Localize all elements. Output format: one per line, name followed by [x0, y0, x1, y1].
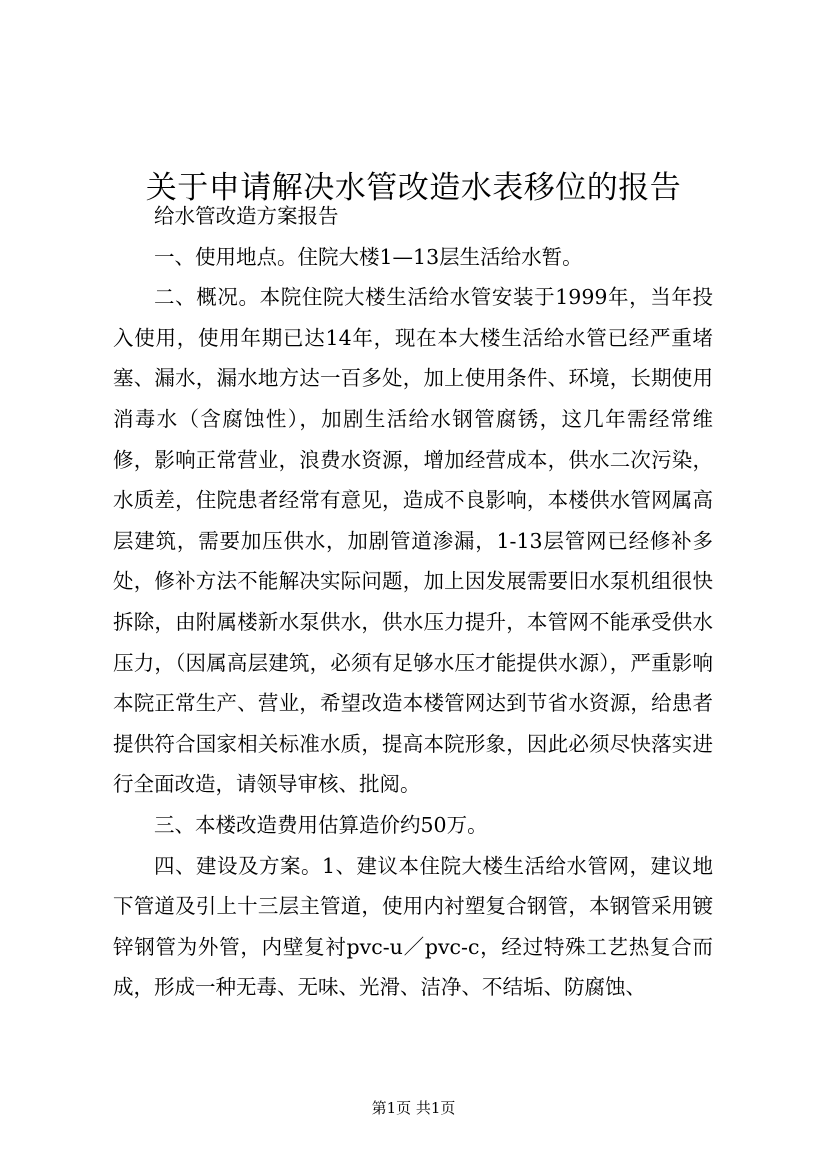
paragraph-overview: 二、概况。本院住院大楼生活给水管安装于1999年，当年投入使用，使用年期已达14年，现在本大楼生活给水管已经严重堵塞、漏水，漏水地方达一百多处，加上使用条件、环境，长期使用消毒水（含腐蚀性），加剧生活给水钢管腐锈，这几年需经常维修，影响正常营业，浪费水资源，增加经营成本，供水二次污染，水质差，住院患者经常有意见，造成不良影响，本楼供水管网属高层建筑，需要加压供水，加剧管道渗漏，1-13层管网已经修补多处，修补方法不能解决实际问题，加上因发展需要旧水泵机组很快拆除，由附属楼新水泵供水，供水压力提升，本管网不能承受供水压力，（因属高层建筑，必须有足够水压才能提供水源），严重影响本院正常生产、营业，希望改造本楼管网达到节省水资源，给患者提供符合国家相关标准水质，提高本院形象，因此必须尽快落实进行全面改造，请领导审核、批阅。 — [113, 285, 713, 797]
paragraph-usage-location: 一、使用地点。住院大楼1—13层生活给水暂。 — [154, 244, 583, 269]
paragraph-construction-plan: 四、建设及方案。1、建议本住院大楼生活给水管网，建议地下管道及引上十三层主管道，使用内衬塑复合钢管，本钢管采用镀锌钢管为外管，内壁复衬pvc-u／pvc-c，经过特殊工艺热复合而成，形成一种无毒、无味、光滑、洁净、不结垢、防腐蚀、 — [113, 853, 713, 1000]
paragraph-cost-estimate: 三、本楼改造费用估算造价约50万。 — [154, 812, 488, 837]
document-title: 关于申请解决水管改造水表移位的报告 — [145, 169, 682, 206]
document-subtitle: 给水管改造方案报告 — [154, 204, 339, 228]
document-body — [113, 196, 713, 1008]
page-number-footer: 第1页 共1页 — [371, 1099, 456, 1117]
